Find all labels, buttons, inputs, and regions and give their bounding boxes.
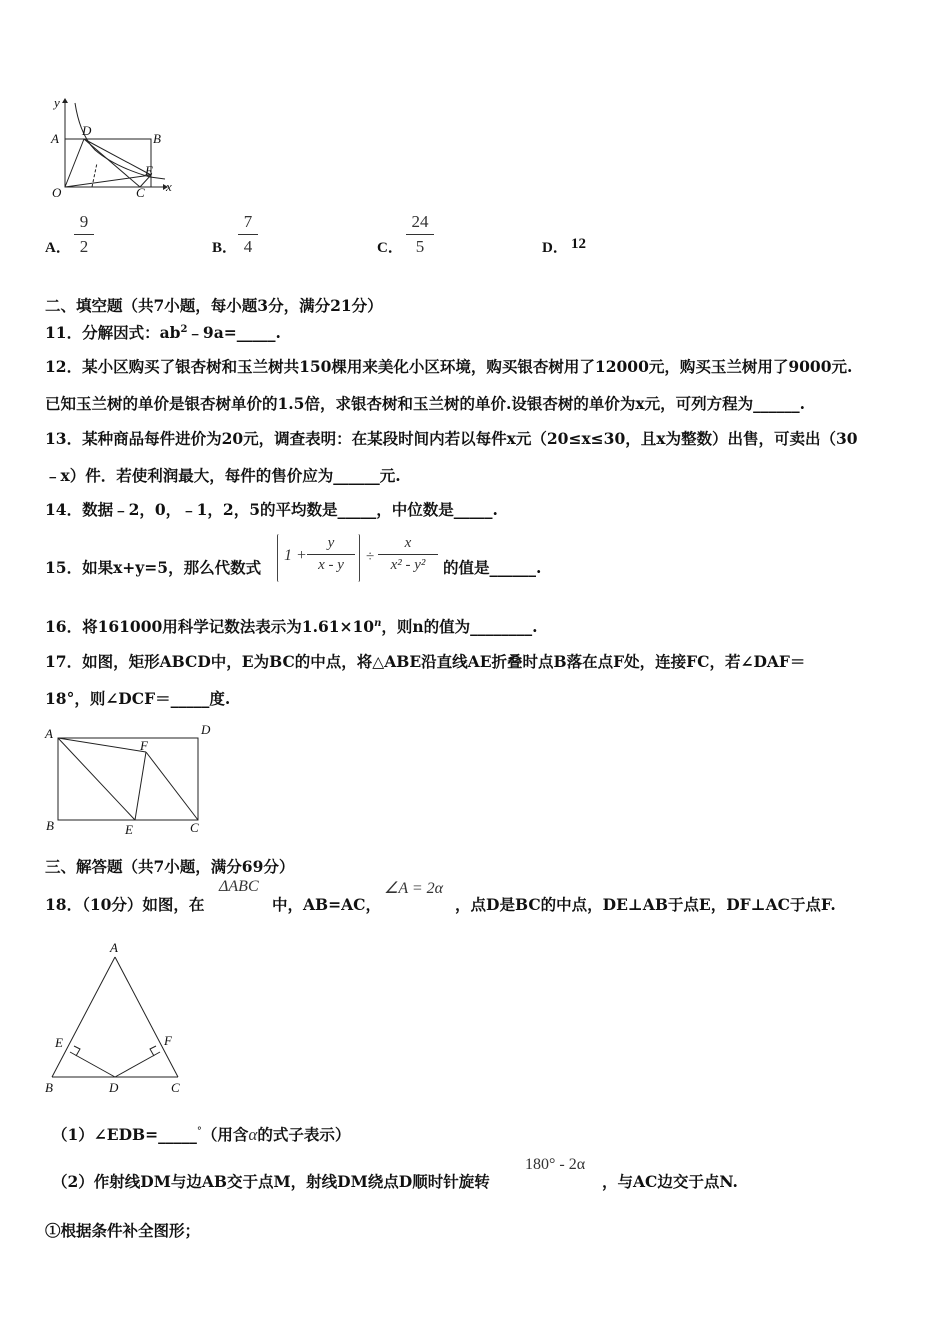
fig2-label-D: D <box>201 722 211 737</box>
question-18-part1: （1）∠EDB=_____°（用含α的式子表示） <box>52 1125 351 1144</box>
question-18-part2-sub1: ①根据条件补全图形； <box>45 1221 201 1240</box>
question-18-prefix: 18．（10分）如图，在 <box>45 895 205 914</box>
question-11: 11．分解因式：$ab^2﹣9a=\_\_\_\_\_$. <box>45 323 281 342</box>
question-15-suffix: 的值是______. <box>443 558 542 577</box>
fig3-label-F: F <box>164 1033 172 1048</box>
fig1-label-B: B <box>153 131 161 146</box>
question-15-prefix: 15．如果x+y=5，那么代数式 <box>45 558 262 577</box>
q18-triangle: ΔABC <box>219 878 259 895</box>
q15-left-paren <box>277 534 279 582</box>
fig1-label-E: E <box>145 163 153 178</box>
q15-one-plus: 1 + <box>284 547 307 564</box>
option-c-fraction: 24 5 <box>406 212 434 257</box>
question-16: 16．将161000用科学记数法表示为$1.61\times 10^n$，则n的值为________. <box>45 617 538 636</box>
fig2-label-C: C <box>190 820 199 835</box>
q15-divide: ÷ <box>366 549 375 565</box>
fig2-label-A: A <box>45 726 53 741</box>
q18-part2-expr: 180° - 2α <box>525 1156 586 1173</box>
question-18-part2-a: （2）作射线DM与边AB交于点M，射线DM绕点D顺时针旋转 <box>52 1172 490 1191</box>
question-17-line1: 17．如图，矩形ABCD中，E为BC的中点，将△ABE沿直线AE折叠时点B落在点F处，连接FC，若∠DAF＝ <box>45 652 806 671</box>
fig1-label-y: y <box>54 95 60 110</box>
fig2-label-F: F <box>140 738 148 753</box>
question-18-suffix: ，点D是BC的中点，DE⊥AB于点E，DF⊥AC于点F. <box>455 895 836 914</box>
section3-heading: 三、解答题（共7小题，满分69分） <box>45 857 295 876</box>
option-a-fraction: 9 2 <box>74 212 94 257</box>
fig2-label-E: E <box>125 822 133 837</box>
q18-angle: ∠A = 2α <box>384 880 444 897</box>
section2-heading: 二、填空题（共7小题，每小题3分，满分21分） <box>45 296 383 315</box>
figure-rectangle-fold <box>40 722 220 840</box>
fig3-label-C: C <box>171 1080 180 1095</box>
fig1-label-A: A <box>51 131 59 146</box>
fig3-label-A: A <box>110 940 118 955</box>
question-18-mid: 中，AB=AC， <box>272 895 381 914</box>
fig2-label-B: B <box>46 818 54 833</box>
option-b-fraction: 7 4 <box>238 212 258 257</box>
question-17-line2: 18°，则∠DCF＝_____度. <box>45 689 231 708</box>
fig1-label-C: C <box>136 185 145 200</box>
fig1-label-D: D <box>82 123 92 138</box>
question-13-line2: ﹣x）件．若使利润最大，每件的售价应为______元. <box>45 466 401 485</box>
q15-right-paren <box>358 534 360 582</box>
fig3-label-B: B <box>45 1080 53 1095</box>
figure-isosceles-triangle <box>40 935 190 1100</box>
fig3-label-D: D <box>109 1080 119 1095</box>
fig1-label-x: x <box>166 179 172 194</box>
q15-fraction-2: x x² - y² <box>378 535 438 574</box>
fig1-label-O: O <box>52 185 62 200</box>
question-12-line1: 12．某小区购买了银杏树和玉兰树共150棵用来美化小区环境，购买银杏树用了12000元，购买玉兰树用了9000元. <box>45 357 853 376</box>
q15-fraction-1: y x - y <box>307 535 355 574</box>
question-18-part2-b: ，与AC边交于点N. <box>602 1172 738 1191</box>
question-13-line1: 13．某种商品每件进价为20元，调查表明：在某段时间内若以每件x元（20≤x≤30，且x为整数）出售，可卖出（30 <box>45 429 858 448</box>
fig3-label-E: E <box>55 1035 63 1050</box>
question-12-line2: 已知玉兰树的单价是银杏树单价的1.5倍，求银杏树和玉兰树的单价.设银杏树的单价为x元，可列方程为______. <box>45 394 806 413</box>
question-14: 14．数据﹣2，0，﹣1，2，5的平均数是_____，中位数是_____. <box>45 500 498 519</box>
figure-hyperbola-rectangle <box>40 95 175 205</box>
